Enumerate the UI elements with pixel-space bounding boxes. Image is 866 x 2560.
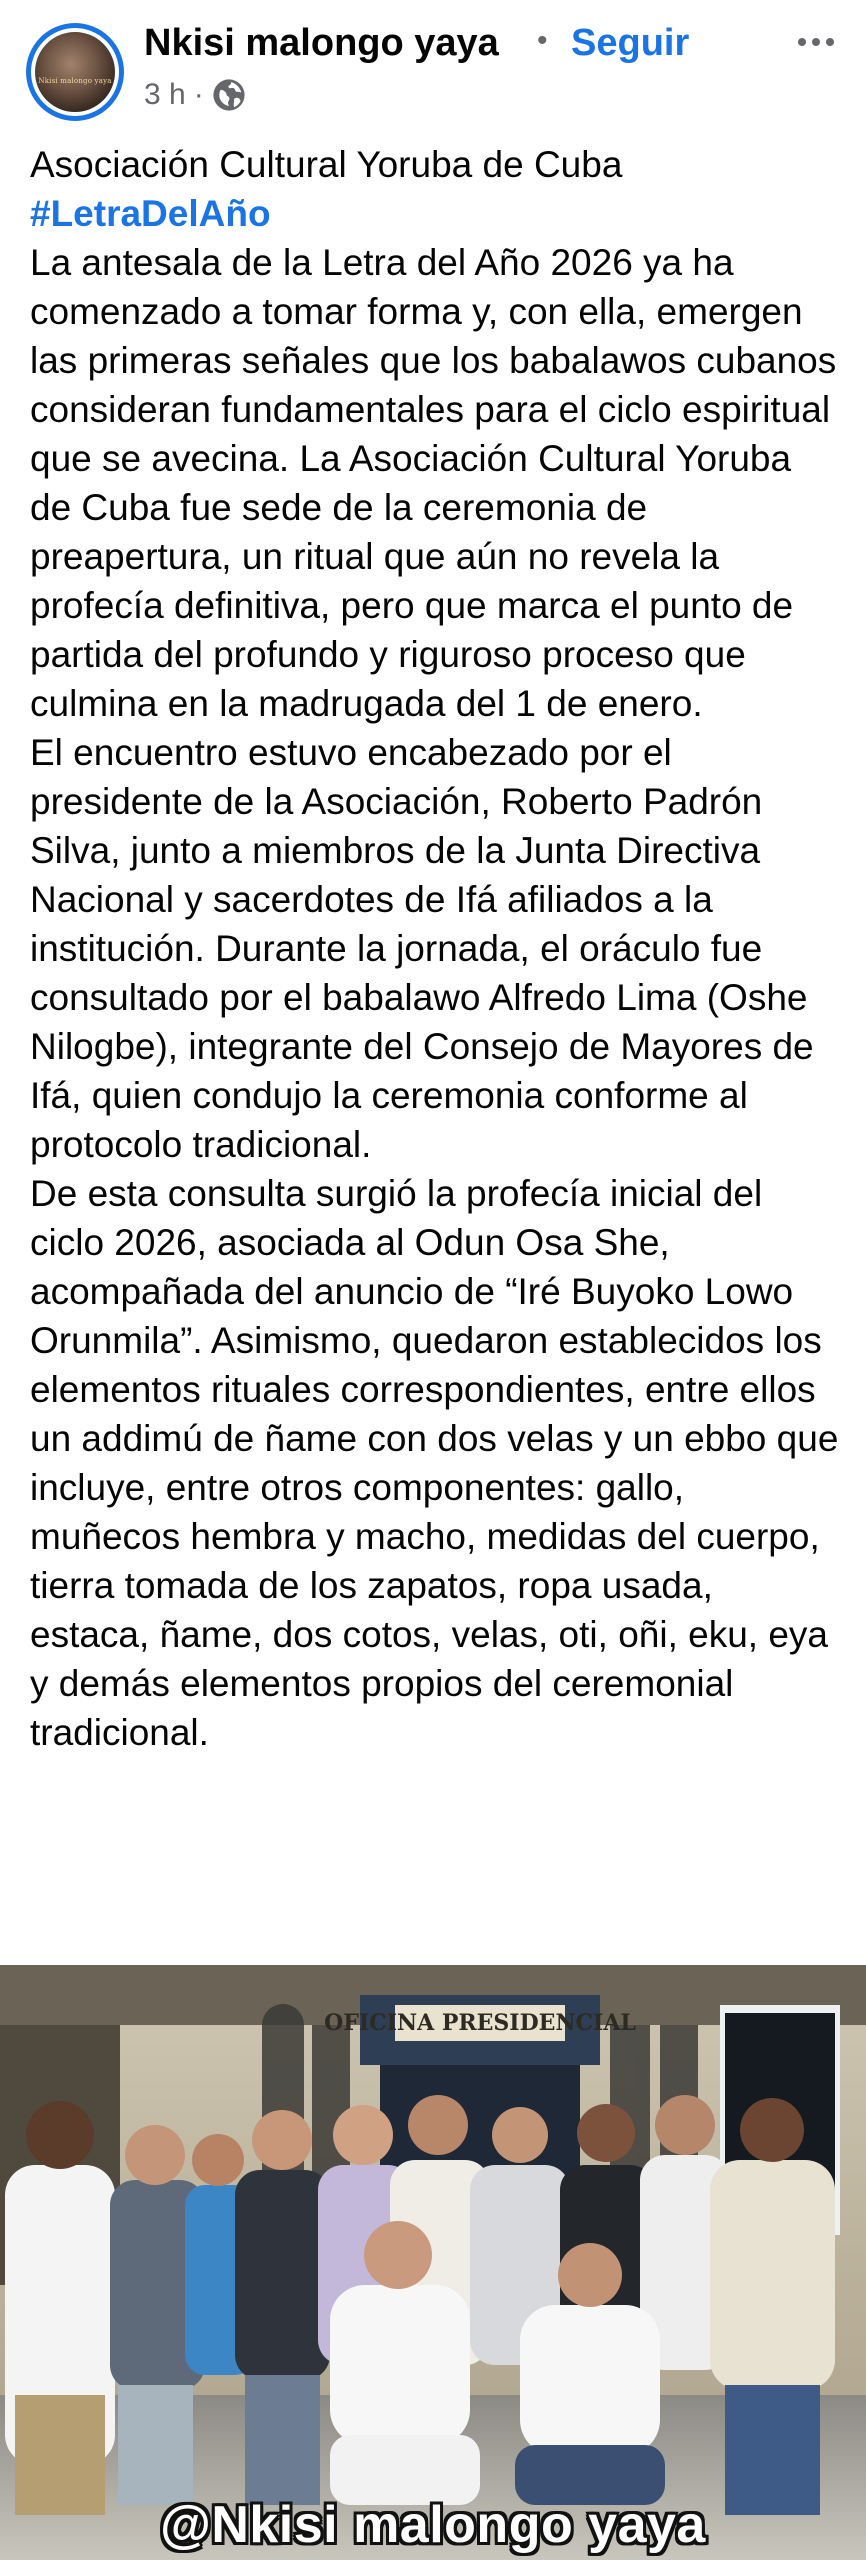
meta-separator: · <box>193 78 204 111</box>
more-dot <box>798 38 806 46</box>
photo-watermark: @Nkisi malongo yaya <box>160 2496 706 2554</box>
post-header <box>0 0 866 130</box>
avatar-image <box>31 28 119 116</box>
post-paragraph: El encuentro estuvo encabezado por el presidente de la Asociación, Roberto Padrón Silva, junto a miembros de la Junta Directiva Nacional y sacerdotes de Ifá afiliados a la institución. Durante la jornada, el oráculo fue consultado por el babalawo Alfredo Lima (Oshe Nilogbe), integrante del Consejo de Mayores de Ifá, quien condujo la ceremonia conforme al protocolo tradicional. <box>30 732 814 1165</box>
header-separator: • <box>537 24 548 57</box>
post-time-link[interactable]: 3 h <box>144 78 186 111</box>
page-name-link[interactable]: Nkisi malongo yaya <box>144 22 499 64</box>
globe-icon[interactable] <box>212 78 246 112</box>
avatar[interactable] <box>26 23 124 121</box>
avatar-logo-text: Nkisi malongo yaya <box>38 76 112 85</box>
more-dot <box>812 38 820 46</box>
post-paragraph: De esta consulta surgió la profecía inicial del ciclo 2026, asociada al Odun Osa She, acompañada del anuncio de “Iré Buyoko Lowo Orunmila”. Asimismo, quedaron establecidos los elementos rituales correspondientes, entre ellos un addimú de ñame con dos velas y un ebbo que incluye, entre otros componentes: gallo, muñecos hembra y macho, medidas del cuerpo, tierra tomada de los zapatos, ropa usada, estaca, ñame, dos cotos, velas, oti, oñi, eku, eya y demás elementos propios del ceremonial tradicional. <box>30 1173 839 1753</box>
follow-button[interactable]: Seguir <box>571 22 690 64</box>
group-photo-illustration <box>0 1965 866 2560</box>
post-text <box>30 140 842 1757</box>
hashtag-link[interactable]: #LetraDelAño <box>30 193 271 234</box>
ellipsis-horizontal-icon[interactable] <box>788 18 844 66</box>
post-paragraph: La antesala de la Letra del Año 2026 ya ha comenzado a tomar forma y, con ella, emergen las primeras señales que los babalawos cubanos consideran fundamentales para el ciclo espiritual que se avecina. La Asociación Cultural Yoruba de Cuba fue sede de la ceremonia de preapertura, un ritual que aún no revela la profecía definitiva, pero que marca el punto de partida del profundo y riguroso proceso que culmina en la madrugada del 1 de enero. <box>30 242 837 724</box>
post-photo[interactable] <box>0 1965 866 2560</box>
more-dot <box>826 38 834 46</box>
post-title: Asociación Cultural Yoruba de Cuba <box>30 144 623 185</box>
door-sign-text: OFICINA PRESIDENCIAL <box>324 2010 636 2036</box>
post-meta <box>144 78 246 112</box>
